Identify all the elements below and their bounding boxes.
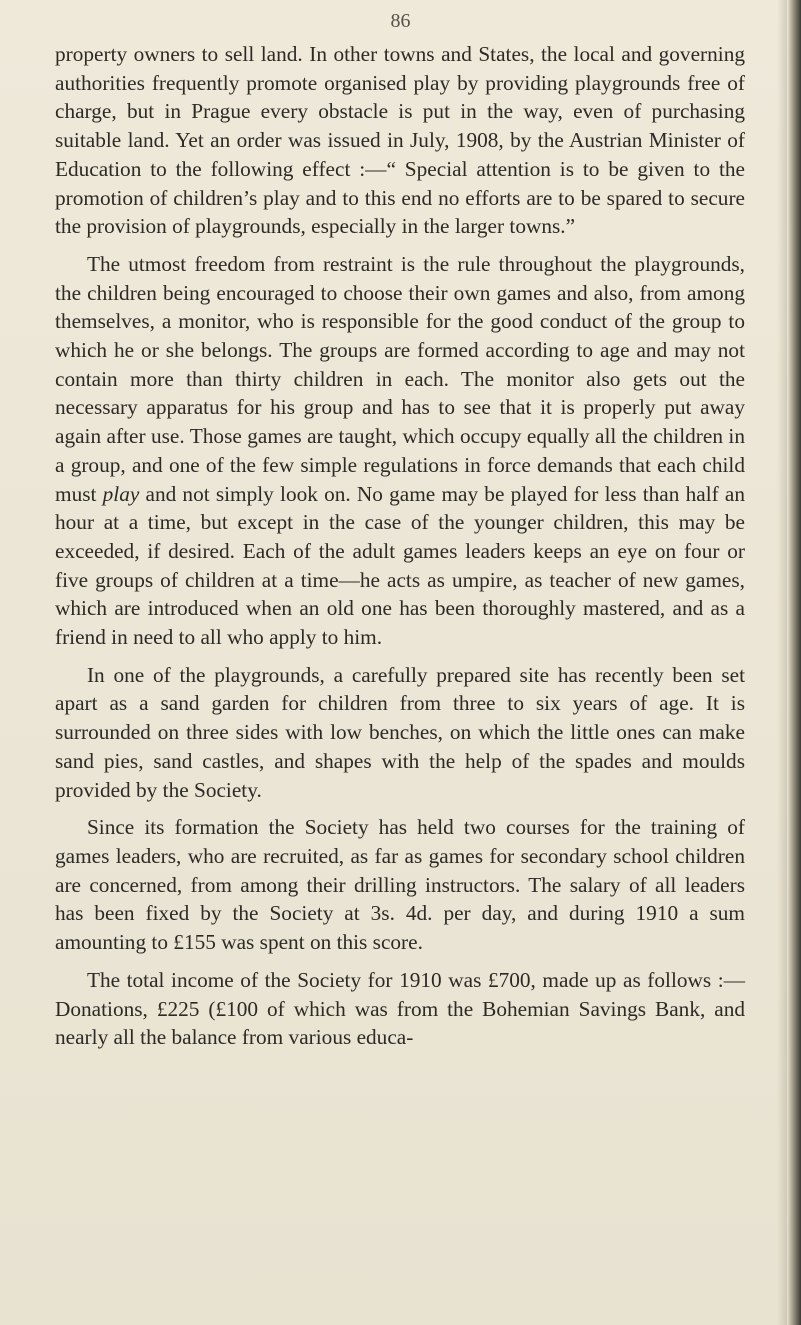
paragraph-5: The total income of the Society for 1910 was £700, made up as follows :—Donations, £225 (£100 of which was from the Bohemian Savings Bank, and nearly all the balance from various educa- <box>55 967 745 1050</box>
book-spine-edge <box>787 0 801 1325</box>
paragraph-2 <box>55 250 745 652</box>
body-text <box>55 40 745 1052</box>
paragraph-1: property owners to sell land. In other towns and States, the local and governing authorities frequently promote organised play by providing playgrounds free of charge, but in Prague every obstacle is put in the way, even of purchasing suitable land. Yet an order was issued in July, 1908, by the Austrian Minister of Education to the following effect :—“ Special attention is to be given to the promotion of children’s play and to this end no efforts are to be spared to secure the provision of playgrounds, especially in the larger towns.” <box>55 42 745 239</box>
page-number: 86 <box>390 10 411 32</box>
page-edge-shadow <box>777 0 787 1325</box>
paragraph-2-start: The utmost freedom from restraint is the rule throughout the playgrounds, the children being encouraged to choose their own games and also, from among themselves, a monitor, who is responsible for the good conduct of the group to which he or she belongs. The groups are formed according to age and may not contain more than thirty children in each. The monitor also gets out the necessary apparatus for his group and has to see that it is properly put away again after use. Those games are taught, which occupy equally all the children in a group, and one of the few simple regulations in force demands that each child must <box>55 251 745 506</box>
paragraph-3: In one of the playgrounds, a carefully prepared site has recently been set apart as a sand garden for children from three to six years of age. It is surrounded on three sides with low benches, on which the little ones can make sand pies, sand castles, and shapes with the help of the spades and moulds provided by the Society. <box>55 662 745 802</box>
paragraph-4: Since its formation the Society has held two courses for the training of games leaders, who are recruited, as far as games for secondary school children are concerned, from among their drilling instructors. The salary of all leaders has been fixed by the Society at 3s. 4d. per day, and during 1910 a sum amounting to £155 was spent on this score. <box>55 815 745 955</box>
emphasis-play: play <box>102 481 140 506</box>
paragraph-2-end: and not simply look on. No game may be played for less than half an hour at a time, but except in the case of the younger children, this may be exceeded, if desired. Each of the adult games leaders keeps an eye on four or five groups of children at a time—he acts as umpire, as teacher of new games, which are introduced when an old one has been thoroughly mastered, and as a friend in need to all who apply to him. <box>55 481 745 650</box>
